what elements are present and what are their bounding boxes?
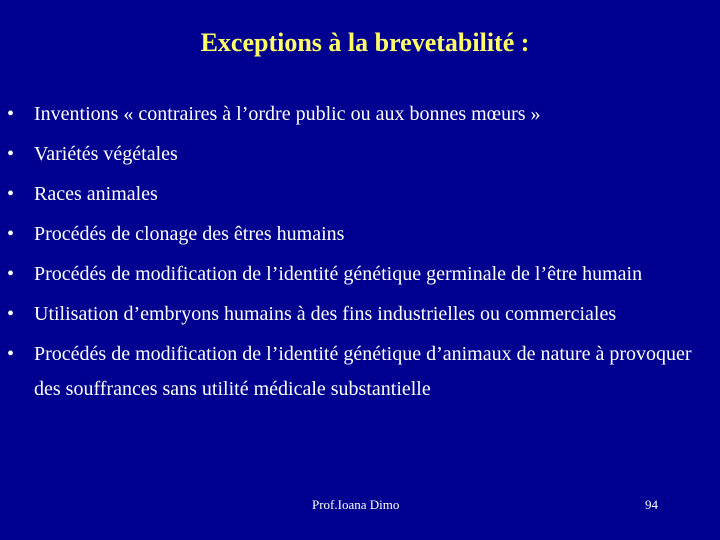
bullet-icon: • bbox=[7, 143, 15, 165]
list-item-text: Inventions « contraires à l’ordre public ou aux bonnes mœurs » bbox=[34, 103, 541, 125]
bullet-list bbox=[0, 97, 710, 412]
list-item-text: Procédés de clonage des êtres humains bbox=[34, 223, 345, 245]
bullet-icon: • bbox=[7, 303, 15, 325]
list-item bbox=[0, 217, 710, 252]
slide-title: Exceptions à la brevetabilité : bbox=[200, 28, 530, 57]
list-item bbox=[0, 257, 710, 292]
bullet-icon: • bbox=[7, 183, 15, 205]
list-item-text: Procédés de modification de l’identité génétique germinale de l’être humain bbox=[34, 263, 643, 285]
list-item bbox=[0, 337, 710, 407]
list-item bbox=[0, 97, 710, 132]
list-item-text: Utilisation d’embryons humains à des fins industrielles ou commerciales bbox=[34, 303, 617, 325]
list-item bbox=[0, 177, 710, 212]
page-number: 94 bbox=[645, 497, 658, 512]
bullet-icon: • bbox=[7, 223, 15, 245]
list-item bbox=[0, 137, 710, 172]
list-item-text: Races animales bbox=[34, 183, 158, 205]
footer-author: Prof.Ioana Dimo bbox=[312, 497, 400, 512]
list-item bbox=[0, 297, 710, 332]
bullet-icon: • bbox=[7, 343, 15, 365]
list-item-text: Procédés de modification de l’identité génétique d’animaux de nature à provoquer des souffrances sans utilité médicale substantielle bbox=[34, 343, 692, 400]
bullet-icon: • bbox=[7, 263, 15, 285]
bullet-icon: • bbox=[7, 103, 15, 125]
list-item-text: Variétés végétales bbox=[34, 143, 178, 165]
